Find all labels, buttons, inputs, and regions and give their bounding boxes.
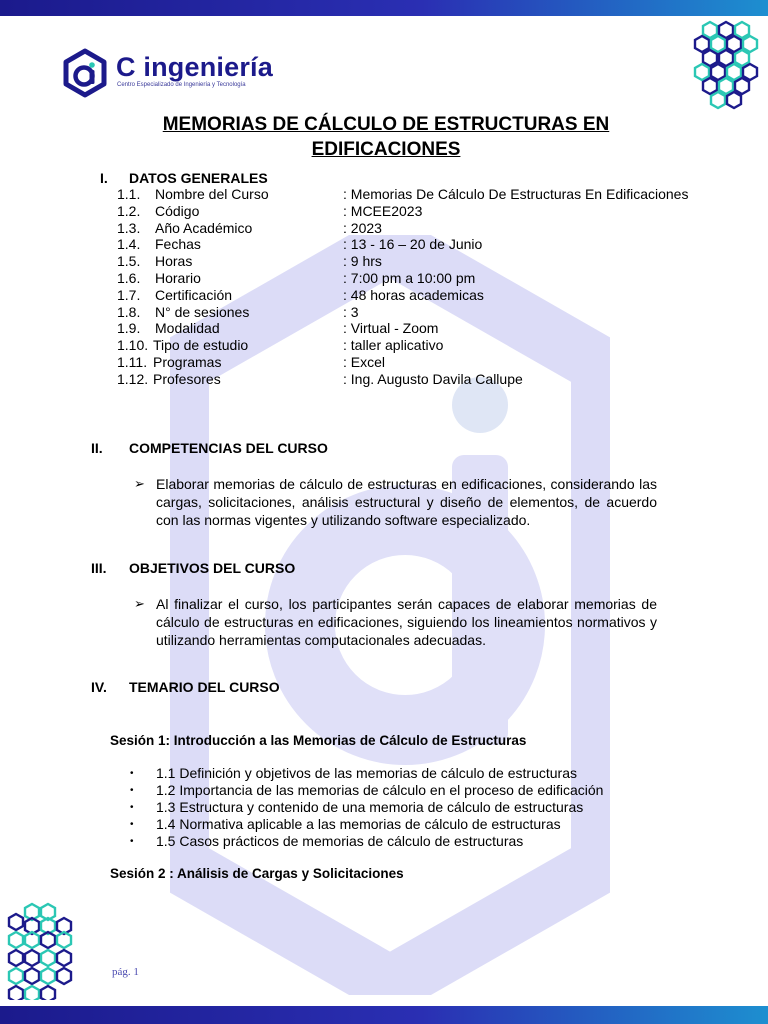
datos-row xyxy=(117,220,737,237)
datos-row xyxy=(117,371,737,388)
topic-text: 1.3 Estructura y contenido de una memoria de cálculo de estructuras xyxy=(156,799,584,815)
section-number: I. xyxy=(100,170,108,186)
item-label: Horario xyxy=(155,269,201,286)
item-label: Profesores xyxy=(153,370,221,387)
item-number: 1.11. xyxy=(117,353,148,370)
item-label: Fechas xyxy=(155,236,201,253)
datos-row xyxy=(117,320,737,337)
document-title xyxy=(100,112,672,162)
datos-row xyxy=(117,354,737,371)
section-title: DATOS GENERALES xyxy=(129,170,268,186)
item-label: Año Académico xyxy=(155,219,253,236)
topic-text: 1.2 Importancia de las memorias de cálculo en el proceso de edificación xyxy=(156,782,604,798)
title-line-2: EDIFICACIONES xyxy=(311,139,461,160)
session-2-heading: Sesión 2 : Análisis de Cargas y Solicitaciones xyxy=(110,866,404,881)
item-label: Modalidad xyxy=(155,320,220,337)
item-number: 1.10. xyxy=(117,337,149,354)
datos-row xyxy=(117,203,737,220)
section-number: II. xyxy=(91,440,103,456)
item-label: Programas xyxy=(153,353,222,370)
datos-row xyxy=(117,186,737,203)
item-value: : MCEE2023 xyxy=(343,202,423,219)
item-number: 1.9. xyxy=(117,320,141,337)
datos-row xyxy=(117,270,737,287)
item-label: Tipo de estudio xyxy=(153,337,249,354)
section-heading-temario xyxy=(91,679,411,697)
objetivos-paragraph: Al finalizar el curso, los participantes serán capaces de elaborar memorias de cálculo de estructuras en edificaciones, siguiendo los lineamientos normativos y utilizando herramientas computacionales adecuadas. xyxy=(156,596,657,648)
section-number: IV. xyxy=(91,679,107,695)
item-number: 1.8. xyxy=(117,303,141,320)
item-number: 1.4. xyxy=(117,236,141,253)
item-value: : 48 horas academicas xyxy=(343,286,484,303)
item-value: : Virtual - Zoom xyxy=(343,320,439,337)
item-value: : Ing. Augusto Davila Callupe xyxy=(343,370,523,387)
section-heading-competencias xyxy=(91,440,411,458)
item-label: Horas xyxy=(155,253,193,270)
datos-row xyxy=(117,253,737,270)
bullet-icon: • xyxy=(130,836,134,847)
item-label: Nombre del Curso xyxy=(155,186,269,202)
topic-text: 1.5 Casos prácticos de memorias de cálculo de estructuras xyxy=(156,833,524,849)
session-1-heading: Sesión 1: Introducción a las Memorias de Cálculo de Estructuras xyxy=(110,733,527,748)
item-value: : 13 - 16 – 20 de Junio xyxy=(343,236,483,253)
title-line-1: MEMORIAS DE CÁLCULO DE ESTRUCTURAS EN xyxy=(162,114,610,135)
section-title: COMPETENCIAS DEL CURSO xyxy=(129,440,328,456)
section-number: III. xyxy=(91,560,107,576)
item-value: : Excel xyxy=(343,353,386,370)
arrow-bullet-icon: ➢ xyxy=(134,596,145,611)
page-number: pág. 1 xyxy=(112,966,139,978)
item-number: 1.7. xyxy=(117,286,141,303)
item-number: 1.3. xyxy=(117,219,141,236)
bullet-icon: • xyxy=(130,785,134,796)
topic-text: 1.1 Definición y objetivos de las memorias de cálculo de estructuras xyxy=(156,765,577,781)
item-number: 1.2. xyxy=(117,202,141,219)
brand-tagline: Centro Especializado de Ingeniería y Tecnología xyxy=(117,82,246,88)
item-label: N° de sesiones xyxy=(155,303,250,320)
item-label: Certificación xyxy=(155,286,233,303)
section-heading-objetivos xyxy=(91,560,411,578)
item-value: : 2023 xyxy=(343,219,382,236)
bullet-icon: • xyxy=(130,768,134,779)
item-value: : 3 xyxy=(343,303,359,320)
datos-row xyxy=(117,236,737,253)
brand-name: C ingeniería xyxy=(116,52,273,82)
topic-text: 1.4 Normativa aplicable a las memorias de cálculo de estructuras xyxy=(156,816,561,832)
competencias-paragraph: Elaborar memorias de cálculo de estructuras en edificaciones, considerando las cargas, solicitaciones, análisis estructural y diseño de elementos, de acuerdo con las normas vigentes y utilizando software especializado. xyxy=(156,476,657,528)
item-number: 1.6. xyxy=(117,269,141,286)
item-value: : Memorias De Cálculo De Estructuras En Edificaciones xyxy=(343,186,689,202)
item-value: : 7:00 pm a 10:00 pm xyxy=(343,269,476,286)
item-number: 1.1. xyxy=(117,186,141,202)
datos-row xyxy=(117,337,737,354)
item-value: : 9 hrs xyxy=(343,253,382,270)
datos-row xyxy=(117,287,737,304)
datos-row xyxy=(117,304,737,321)
datos-generales-list xyxy=(117,186,737,388)
item-value: : taller aplicativo xyxy=(343,337,444,354)
item-label: Código xyxy=(155,202,200,219)
bullet-icon: • xyxy=(130,819,134,830)
section-title: TEMARIO DEL CURSO xyxy=(129,679,280,695)
arrow-bullet-icon: ➢ xyxy=(134,476,145,491)
item-number: 1.12. xyxy=(117,370,149,387)
bullet-icon: • xyxy=(130,802,134,813)
item-number: 1.5. xyxy=(117,253,141,270)
section-title: OBJETIVOS DEL CURSO xyxy=(129,560,296,576)
